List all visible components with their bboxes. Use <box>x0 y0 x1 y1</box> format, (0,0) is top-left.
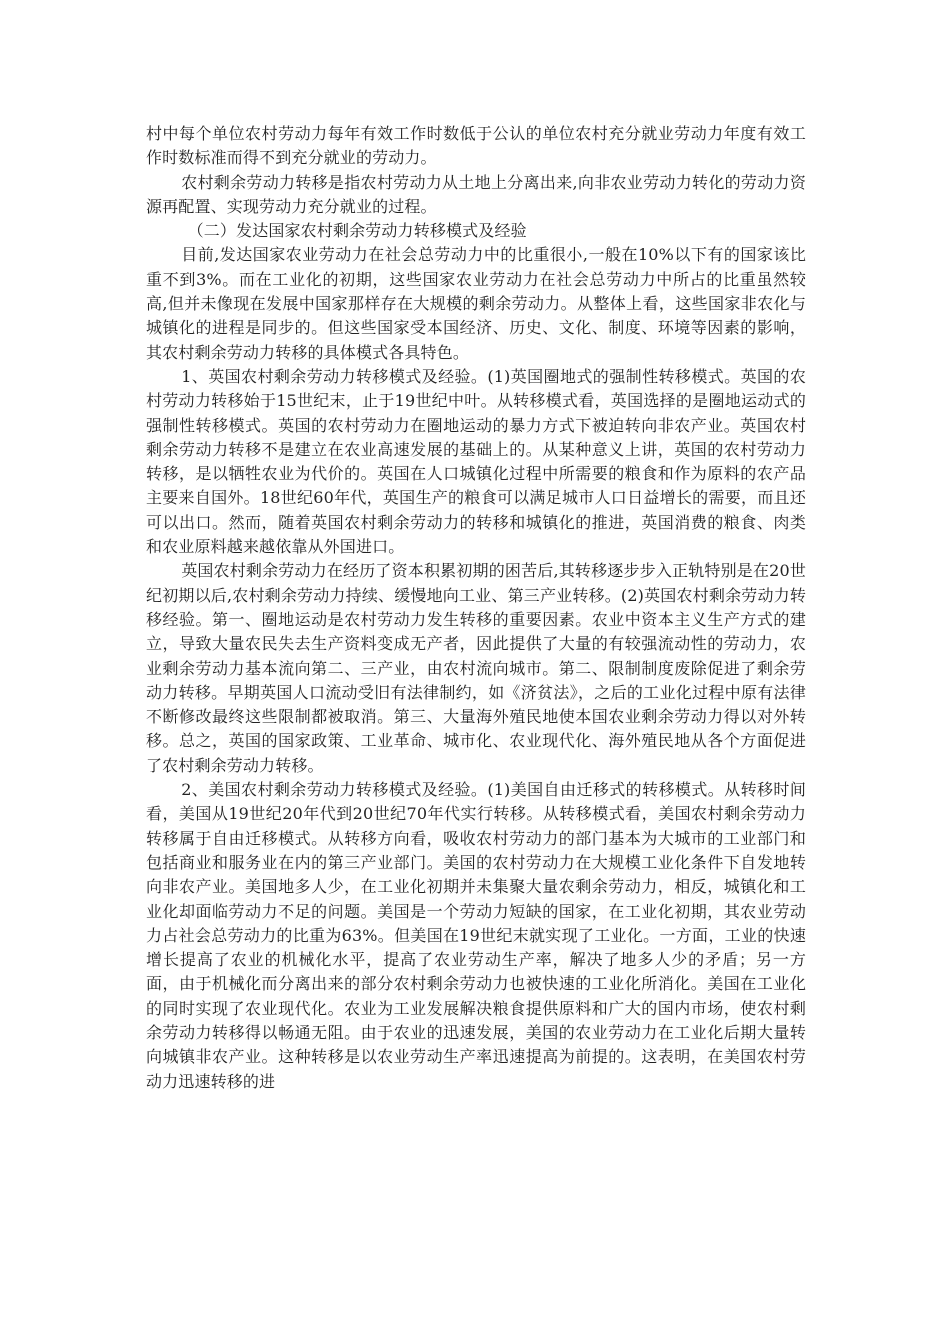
paragraph-us-model: 2、美国农村剩余劳动力转移模式及经验。(1)美国自由迁移式的转移模式。从转移时间看，美国从19世纪20年代到20世纪70年代实行转移。从转移模式看，美国农村剩余劳动力转移属于自由迁移模式。从转移方向看，吸收农村劳动力的部门基本为大城市的工业部门和包括商业和服务业在内的第三产业部门。美国的农村劳动力在大规模工业化条件下自发地转向非农产业。美国地多人少，在工业化初期并未集聚大量农剩余劳动力，相反，城镇化和工业化却面临劳动力不足的问题。美国是一个劳动力短缺的国家，在工业化初期，其农业劳动力占社会总劳动力的比重为63%。但美国在19世纪末就实现了工业化。一方面，工业的快速增长提高了农业的机械化水平，提高了农业劳动生产率，解决了地多人少的矛盾；另一方面，由于机械化而分离出来的部分农村剩余劳动力也被快速的工业化所消化。美国在工业化的同时实现了农业现代化。农业为工业发展解决粮食提供原料和广大的国内市场，使农村剩余劳动力转移得以畅通无阻。由于农业的迅速发展，美国的农业劳动力在工业化后期大量转向城镇非农产业。这种转移是以农业劳动生产率迅速提高为前提的。这表明，在美国农村劳动力迅速转移的进 <box>146 780 806 1091</box>
paragraph-uk-model: 1、英国农村剩余劳动力转移模式及经验。(1)英国圈地式的强制性转移模式。英国的农村劳动力转移始于15世纪末，止于19世纪中叶。从转移模式看，英国选择的是圈地运动式的强制性转移模式。英国的农村劳动力在圈地运动的暴力方式下被迫转向非农产业。英国农村剩余劳动力转移不是建立在农业高速发展的基础上的。从某种意义上讲，英国的农村劳动力转移，是以牺牲农业为代价的。英国在人口城镇化过程中所需要的粮食和作为原料的农产品主要来自国外。18世纪60年代，英国生产的粮食可以满足城市人口日益增长的需要，而且还可以出口。然而，随着英国农村剩余劳动力的转移和城镇化的推进，英国消费的粮食、肉类和农业原料越来越依靠从外国进口。 <box>146 366 806 557</box>
section-heading: （二）发达国家农村剩余劳动力转移模式及经验 <box>187 221 527 241</box>
paragraph-overview: 目前,发达国家农业劳动力在社会总劳动力中的比重很小,一般在10%以下有的国家该比重不到3%。而在工业化的初期，这些国家农业劳动力在社会总劳动力中所占的比重虽然较高,但并未像现在发展中国家那样存在大规模的剩余劳动力。从整体上看，这些国家非农化与城镇化的进程是同步的。但这些国家受本国经济、历史、文化、制度、环境等因素的影响，其农村剩余劳动力转移的具体模式各具特色。 <box>146 245 806 362</box>
paragraph-uk-experience: 英国农村剩余劳动力在经历了资本积累初期的困苦后,其转移逐步步入正轨特别是在20世纪初期以后,农村剩余劳动力持续、缓慢地向工业、第三产业转移。(2)英国农村剩余劳动力转移经验。第一、圈地运动是农村劳动力发生转移的重要因素。农业中资本主义生产方式的建立，导致大量农民失去生产资料变成无产者，因此提供了大量的有较强流动性的劳动力，农业剩余劳动力基本流向第二、三产业，由农村流向城市。第二、限制制度废除促进了剩余劳动力转移。早期英国人口流动受旧有法律制约，如《济贫法》，之后的工业化过程中原有法律不断修改最终这些限制都被取消。第三、大量海外殖民地使本国农业剩余劳动力得以对外转移。总之，英国的国家政策、工业革命、城市化、农业现代化、海外殖民地从各个方面促进了农村剩余劳动力转移。 <box>146 561 806 775</box>
document-page <box>146 122 806 1094</box>
paragraph-definition: 农村剩余劳动力转移是指农村劳动力从土地上分离出来,向非农业劳动力转化的劳动力资源再配置、实现劳动力充分就业的过程。 <box>146 172 806 216</box>
paragraph-continuation: 村中每个单位农村劳动力每年有效工作时数低于公认的单位农村充分就业劳动力年度有效工作时数标准而得不到充分就业的劳动力。 <box>146 124 806 168</box>
